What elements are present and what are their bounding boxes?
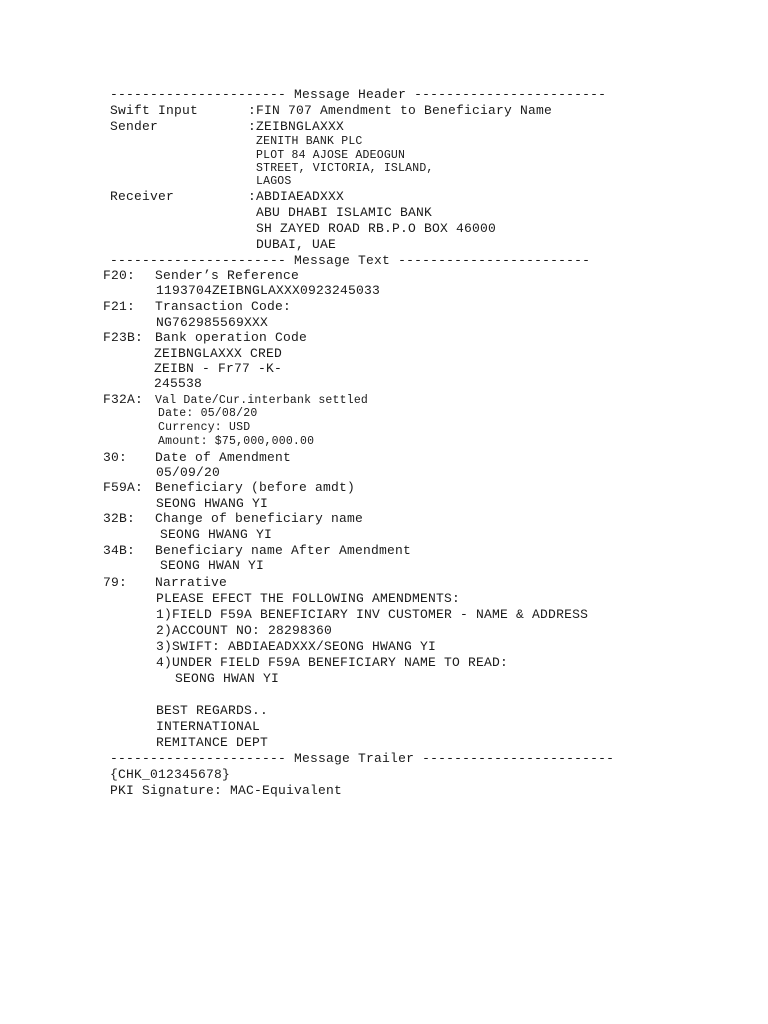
sender-line: PLOT 84 AJOSE ADEOGUN [256, 149, 406, 162]
field-f23b-line: ZEIBNGLAXXX CRED [154, 346, 283, 361]
narrative-closing: REMITANCE DEPT [156, 735, 269, 750]
narrative-item-continuation: SEONG HWAN YI [175, 671, 280, 686]
field-label: Narrative [155, 575, 228, 590]
field-79 [103, 575, 227, 591]
sender-line: ZENITH BANK PLC [256, 135, 363, 148]
receiver-line: SH ZAYED ROAD RB.P.O BOX 46000 [256, 221, 497, 236]
swift-input-label: Swift Input [110, 103, 199, 118]
receiver-line: DUBAI, UAE [256, 237, 337, 252]
field-label: Change of beneficiary name [155, 511, 364, 526]
field-label: Bank operation Code [155, 330, 308, 345]
text-divider-left: ---------------------- [110, 253, 287, 268]
field-f21-value: NG762985569XXX [156, 315, 269, 330]
receiver-value: :ABDIAEADXXX [248, 189, 345, 204]
sender-row [110, 119, 344, 135]
field-label: Transaction Code: [155, 299, 292, 314]
sender-value: :ZEIBNGLAXXX [248, 119, 345, 134]
narrative-item: 2)ACCOUNT NO: 28298360 [156, 623, 333, 638]
field-f23b-line: 245538 [154, 376, 203, 391]
field-tag: 34B: [103, 543, 136, 558]
narrative-item: 3)SWIFT: ABDIAEADXXX/SEONG HWANG YI [156, 639, 437, 654]
field-tag: F20: [103, 268, 136, 283]
field-label: Sender’s Reference [155, 268, 300, 283]
field-label: Date of Amendment [155, 450, 292, 465]
trailer-divider-title: Message Trailer [294, 751, 415, 766]
field-f20-value: 1193704ZEIBNGLAXXX0923245033 [156, 283, 381, 298]
field-34b-value: SEONG HWAN YI [160, 558, 265, 573]
header-title: Message Header [294, 87, 407, 102]
field-label: Beneficiary (before amdt) [155, 480, 356, 495]
trailer-divider-right: ------------------------ [422, 751, 615, 766]
field-f32a-line: Amount: $75,000,000.00 [158, 435, 315, 448]
narrative-closing: BEST REGARDS.. [156, 703, 269, 718]
receiver-row [110, 189, 344, 205]
field-f21 [103, 299, 291, 315]
receiver-label: Receiver [110, 189, 175, 204]
trailer-divider-left: ---------------------- [110, 751, 287, 766]
swift-input-row [110, 103, 552, 119]
field-32b-value: SEONG HWANG YI [160, 527, 273, 542]
narrative-closing: INTERNATIONAL [156, 719, 261, 734]
field-30-value: 05/09/20 [156, 465, 221, 480]
text-divider [110, 253, 590, 269]
field-32b [103, 511, 363, 527]
field-f23b-line: ZEIBN - Fr77 -K- [154, 361, 283, 376]
field-f32a-line: Currency: USD [158, 421, 251, 434]
field-34b [103, 543, 411, 559]
trailer-pki-signature: PKI Signature: MAC-Equivalent [110, 783, 343, 798]
field-f59a-value: SEONG HWANG YI [156, 496, 269, 511]
field-tag: F59A: [103, 480, 144, 495]
field-30 [103, 450, 291, 466]
field-tag: 79: [103, 575, 128, 590]
trailer-chk: {CHK_012345678} [110, 767, 231, 782]
field-tag: 32B: [103, 511, 136, 526]
field-f32a-line: Date: 05/08/20 [158, 407, 258, 420]
narrative-item: 1)FIELD F59A BENEFICIARY INV CUSTOMER - NAME & ADDRESS [156, 607, 589, 622]
field-tag: F23B: [103, 330, 144, 345]
header-divider [110, 87, 606, 103]
field-tag: 30: [103, 450, 128, 465]
field-label: Beneficiary name After Amendment [155, 543, 412, 558]
trailer-divider [110, 751, 614, 767]
sender-line: LAGOS [256, 175, 292, 188]
field-f23b [103, 330, 307, 346]
narrative-item: 4)UNDER FIELD F59A BENEFICIARY NAME TO READ: [156, 655, 509, 670]
text-divider-title: Message Text [294, 253, 391, 268]
field-label: Val Date/Cur.interbank settled [155, 394, 369, 407]
field-f20 [103, 268, 299, 284]
receiver-line: ABU DHABI ISLAMIC BANK [256, 205, 433, 220]
header-divider-left: ---------------------- [110, 87, 287, 102]
field-tag: F32A: [103, 392, 144, 407]
swift-input-value: :FIN 707 Amendment to Beneficiary Name [248, 103, 553, 118]
header-divider-right: ------------------------ [414, 87, 607, 102]
field-f59a [103, 480, 355, 496]
text-divider-right: ------------------------ [398, 253, 591, 268]
narrative-intro: PLEASE EFECT THE FOLLOWING AMENDMENTS: [156, 591, 461, 606]
sender-line: STREET, VICTORIA, ISLAND, [256, 162, 434, 175]
field-tag: F21: [103, 299, 136, 314]
sender-label: Sender [110, 119, 159, 134]
